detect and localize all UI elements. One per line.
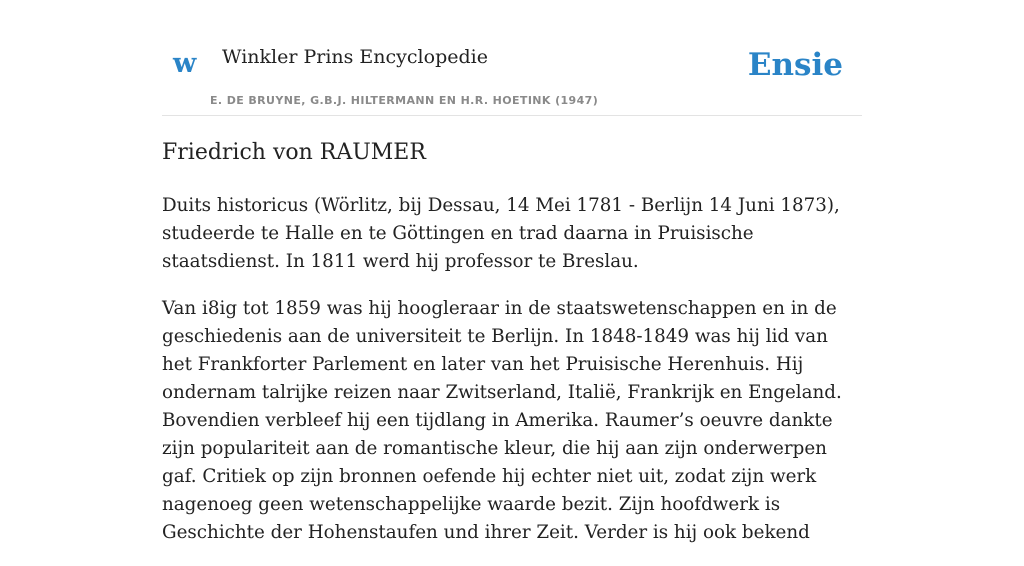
source-authors: E. DE BRUYNE, G.B.J. HILTERMANN EN H.R. HOETINK (1947) (210, 94, 599, 107)
source-logo[interactable]: w (173, 48, 197, 79)
article-title: Friedrich von RAUMER (162, 140, 426, 165)
page-container (162, 0, 862, 543)
ensie-logo[interactable]: Ensie (747, 47, 843, 83)
article-paragraph: Van i8ig tot 1859 was hij hoogleraar in de staatswetenschappen en in de geschiedenis aan de universiteit te Berlijn. In 1848-1849 was hij lid van het Frankforter Parlement en later van het Pruisische Herenhuis. Hij ondernam talrijke reizen naar Zwitserland, Italië, Frankrijk en Engeland. Bovendien verbleef hij een tijdlang in Amerika. Raumer’s oeuvre dankte zijn populariteit aan de romantische kleur, die hij aan zijn onderwerpen gaf. Critiek op zijn bronnen oefende hij echter niet uit, zodat zijn werk nagenoeg geen wetenschappelijke waarde bezit. Zijn hoofdwerk is Geschichte der Hohenstaufen und ihrer Zeit. Verder is hij ook bekend (162, 298, 842, 543)
article-body (162, 192, 862, 566)
source-title[interactable]: Winkler Prins Encyclopedie (222, 46, 488, 68)
source-header (162, 0, 862, 116)
article-paragraph: Duits historicus (Wörlitz, bij Dessau, 14 Mei 1781 - Berlijn 14 Juni 1873), studeerde te Halle en te Göttingen en trad daarna in Pruisische staatsdienst. In 1811 werd hij professor te Breslau. (162, 195, 840, 272)
